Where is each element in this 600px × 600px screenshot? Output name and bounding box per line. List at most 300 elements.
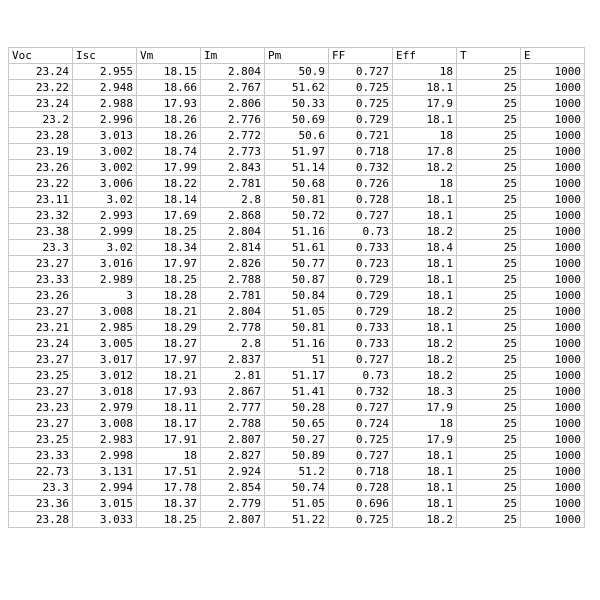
spreadsheet bbox=[8, 47, 585, 528]
table-cell[interactable]: 3.033 bbox=[73, 512, 137, 528]
table-cell[interactable]: 23.2 bbox=[9, 112, 73, 128]
table-cell[interactable]: 23.26 bbox=[9, 288, 73, 304]
table-cell[interactable]: 1000 bbox=[521, 464, 585, 480]
table-cell[interactable]: 51.97 bbox=[265, 144, 329, 160]
table-cell[interactable]: 1000 bbox=[521, 496, 585, 512]
table-row bbox=[9, 464, 585, 480]
table-row bbox=[9, 336, 585, 352]
table-cell[interactable]: 0.724 bbox=[329, 416, 393, 432]
table-cell[interactable]: 18.1 bbox=[393, 80, 457, 96]
table-cell[interactable]: 2.837 bbox=[201, 352, 265, 368]
table-cell[interactable]: 2.806 bbox=[201, 96, 265, 112]
table-cell[interactable]: 0.728 bbox=[329, 480, 393, 496]
table-row bbox=[9, 80, 585, 96]
table-cell[interactable]: 23.23 bbox=[9, 400, 73, 416]
table-cell[interactable]: 17.9 bbox=[393, 400, 457, 416]
table-cell[interactable]: 1000 bbox=[521, 160, 585, 176]
table-cell[interactable]: 2.776 bbox=[201, 112, 265, 128]
table-cell[interactable]: 25 bbox=[457, 128, 521, 144]
table-cell[interactable]: 50.84 bbox=[265, 288, 329, 304]
table-cell[interactable]: 1000 bbox=[521, 192, 585, 208]
table-cell[interactable]: 50.87 bbox=[265, 272, 329, 288]
table-cell[interactable]: 2.777 bbox=[201, 400, 265, 416]
table-cell[interactable]: 18.26 bbox=[137, 112, 201, 128]
table-cell[interactable]: 0.729 bbox=[329, 304, 393, 320]
table-cell[interactable]: 25 bbox=[457, 176, 521, 192]
table-cell[interactable]: 51.61 bbox=[265, 240, 329, 256]
table-cell[interactable]: 3.015 bbox=[73, 496, 137, 512]
table-cell[interactable]: 51.16 bbox=[265, 336, 329, 352]
column-header[interactable]: E bbox=[521, 48, 585, 64]
header-row bbox=[9, 48, 585, 64]
table-cell[interactable]: 0.729 bbox=[329, 272, 393, 288]
table-cell[interactable]: 0.733 bbox=[329, 240, 393, 256]
column-header[interactable]: Im bbox=[201, 48, 265, 64]
table-cell[interactable]: 50.68 bbox=[265, 176, 329, 192]
table-cell[interactable]: 23.32 bbox=[9, 208, 73, 224]
table-cell[interactable]: 23.19 bbox=[9, 144, 73, 160]
table-cell[interactable]: 2.814 bbox=[201, 240, 265, 256]
table-cell[interactable]: 2.999 bbox=[73, 224, 137, 240]
table-cell[interactable]: 2.772 bbox=[201, 128, 265, 144]
table-cell[interactable]: 2.778 bbox=[201, 320, 265, 336]
table-cell[interactable]: 23.26 bbox=[9, 160, 73, 176]
table-cell[interactable]: 23.28 bbox=[9, 512, 73, 528]
table-cell[interactable]: 18.2 bbox=[393, 224, 457, 240]
table-cell[interactable]: 23.22 bbox=[9, 80, 73, 96]
table-cell[interactable]: 0.73 bbox=[329, 224, 393, 240]
table-cell[interactable]: 18.25 bbox=[137, 512, 201, 528]
table-cell[interactable]: 18.17 bbox=[137, 416, 201, 432]
table-cell[interactable]: 2.998 bbox=[73, 448, 137, 464]
table-cell[interactable]: 0.73 bbox=[329, 368, 393, 384]
table-row bbox=[9, 96, 585, 112]
column-header[interactable]: Pm bbox=[265, 48, 329, 64]
table-cell[interactable]: 0.727 bbox=[329, 352, 393, 368]
table-cell[interactable]: 2.773 bbox=[201, 144, 265, 160]
table-cell[interactable]: 1000 bbox=[521, 128, 585, 144]
table-cell[interactable]: 50.33 bbox=[265, 96, 329, 112]
table-cell[interactable]: 1000 bbox=[521, 64, 585, 80]
table-cell[interactable]: 18.25 bbox=[137, 272, 201, 288]
table-cell[interactable]: 1000 bbox=[521, 80, 585, 96]
data-table bbox=[8, 47, 585, 528]
table-cell[interactable]: 2.994 bbox=[73, 480, 137, 496]
table-cell[interactable]: 0.726 bbox=[329, 176, 393, 192]
table-cell[interactable]: 51.05 bbox=[265, 304, 329, 320]
table-cell[interactable]: 25 bbox=[457, 144, 521, 160]
table-cell[interactable]: 51.17 bbox=[265, 368, 329, 384]
table-cell[interactable]: 1000 bbox=[521, 512, 585, 528]
table-row bbox=[9, 448, 585, 464]
table-cell[interactable]: 0.723 bbox=[329, 256, 393, 272]
table-cell[interactable]: 2.989 bbox=[73, 272, 137, 288]
table-cell[interactable]: 18.2 bbox=[393, 352, 457, 368]
table-cell[interactable]: 17.91 bbox=[137, 432, 201, 448]
table-row bbox=[9, 496, 585, 512]
table-cell[interactable]: 18.1 bbox=[393, 112, 457, 128]
table-row bbox=[9, 240, 585, 256]
table-cell[interactable]: 18.21 bbox=[137, 368, 201, 384]
table-cell[interactable]: 51 bbox=[265, 352, 329, 368]
table-cell[interactable]: 50.72 bbox=[265, 208, 329, 224]
column-header[interactable]: FF bbox=[329, 48, 393, 64]
table-cell[interactable]: 1000 bbox=[521, 256, 585, 272]
table-cell[interactable]: 1000 bbox=[521, 224, 585, 240]
table-cell[interactable]: 25 bbox=[457, 512, 521, 528]
table-cell[interactable]: 3.002 bbox=[73, 160, 137, 176]
table-cell[interactable]: 3.008 bbox=[73, 416, 137, 432]
table-cell[interactable]: 18.11 bbox=[137, 400, 201, 416]
table-cell[interactable]: 18.21 bbox=[137, 304, 201, 320]
table-cell[interactable]: 0.727 bbox=[329, 64, 393, 80]
table-cell[interactable]: 18 bbox=[393, 64, 457, 80]
table-cell[interactable]: 25 bbox=[457, 80, 521, 96]
table-cell[interactable]: 2.807 bbox=[201, 512, 265, 528]
table-cell[interactable]: 0.728 bbox=[329, 192, 393, 208]
table-cell[interactable]: 2.788 bbox=[201, 416, 265, 432]
table-cell[interactable]: 18.1 bbox=[393, 320, 457, 336]
table-cell[interactable]: 23.27 bbox=[9, 304, 73, 320]
table-cell[interactable]: 18.1 bbox=[393, 272, 457, 288]
table-cell[interactable]: 18.74 bbox=[137, 144, 201, 160]
table-cell[interactable]: 2.988 bbox=[73, 96, 137, 112]
table-cell[interactable]: 23.11 bbox=[9, 192, 73, 208]
table-cell[interactable]: 0.725 bbox=[329, 512, 393, 528]
table-cell[interactable]: 25 bbox=[457, 400, 521, 416]
table-cell[interactable]: 3.131 bbox=[73, 464, 137, 480]
table-cell[interactable]: 0.696 bbox=[329, 496, 393, 512]
table-cell[interactable]: 25 bbox=[457, 336, 521, 352]
table-cell[interactable]: 51.2 bbox=[265, 464, 329, 480]
table-cell[interactable]: 0.729 bbox=[329, 288, 393, 304]
table-cell[interactable]: 25 bbox=[457, 480, 521, 496]
table-cell[interactable]: 23.25 bbox=[9, 368, 73, 384]
table-cell[interactable]: 1000 bbox=[521, 416, 585, 432]
column-header[interactable]: Voc bbox=[9, 48, 73, 64]
table-row bbox=[9, 352, 585, 368]
table-cell[interactable]: 25 bbox=[457, 64, 521, 80]
table-cell[interactable]: 0.725 bbox=[329, 96, 393, 112]
table-cell[interactable]: 51.41 bbox=[265, 384, 329, 400]
table-cell[interactable]: 25 bbox=[457, 192, 521, 208]
table-row bbox=[9, 320, 585, 336]
table-cell[interactable]: 18.1 bbox=[393, 448, 457, 464]
table-cell[interactable]: 3.008 bbox=[73, 304, 137, 320]
table-cell[interactable]: 1000 bbox=[521, 240, 585, 256]
table-cell[interactable]: 25 bbox=[457, 112, 521, 128]
table-row bbox=[9, 432, 585, 448]
table-cell[interactable]: 17.8 bbox=[393, 144, 457, 160]
table-cell[interactable]: 23.27 bbox=[9, 416, 73, 432]
table-cell[interactable]: 23.3 bbox=[9, 240, 73, 256]
table-cell[interactable]: 23.27 bbox=[9, 384, 73, 400]
table-cell[interactable]: 17.99 bbox=[137, 160, 201, 176]
table-cell[interactable]: 18.2 bbox=[393, 368, 457, 384]
table-cell[interactable]: 18.26 bbox=[137, 128, 201, 144]
table-cell[interactable]: 18.3 bbox=[393, 384, 457, 400]
table-cell[interactable]: 25 bbox=[457, 272, 521, 288]
table-cell[interactable]: 0.732 bbox=[329, 160, 393, 176]
table-cell[interactable]: 2.8 bbox=[201, 336, 265, 352]
table-cell[interactable]: 23.33 bbox=[9, 448, 73, 464]
table-cell[interactable]: 1000 bbox=[521, 432, 585, 448]
table-row bbox=[9, 176, 585, 192]
table-cell[interactable]: 18.1 bbox=[393, 464, 457, 480]
table-cell[interactable]: 25 bbox=[457, 352, 521, 368]
table-row bbox=[9, 224, 585, 240]
table-cell[interactable]: 18 bbox=[137, 448, 201, 464]
table-cell[interactable]: 18.1 bbox=[393, 288, 457, 304]
table-cell[interactable]: 17.9 bbox=[393, 96, 457, 112]
table-cell[interactable]: 23.24 bbox=[9, 96, 73, 112]
table-cell[interactable]: 2.826 bbox=[201, 256, 265, 272]
table-row bbox=[9, 64, 585, 80]
table-cell[interactable]: 0.721 bbox=[329, 128, 393, 144]
table-cell[interactable]: 2.8 bbox=[201, 192, 265, 208]
table-cell[interactable]: 50.65 bbox=[265, 416, 329, 432]
table-cell[interactable]: 2.867 bbox=[201, 384, 265, 400]
table-cell[interactable]: 3.006 bbox=[73, 176, 137, 192]
table-cell[interactable]: 17.51 bbox=[137, 464, 201, 480]
table-row bbox=[9, 256, 585, 272]
table-cell[interactable]: 18.37 bbox=[137, 496, 201, 512]
table-cell[interactable]: 51.05 bbox=[265, 496, 329, 512]
table-row bbox=[9, 128, 585, 144]
table-cell[interactable]: 1000 bbox=[521, 288, 585, 304]
table-cell[interactable]: 1000 bbox=[521, 304, 585, 320]
table-cell[interactable]: 25 bbox=[457, 160, 521, 176]
table-cell[interactable]: 25 bbox=[457, 496, 521, 512]
table-cell[interactable]: 23.22 bbox=[9, 176, 73, 192]
table-cell[interactable]: 0.725 bbox=[329, 80, 393, 96]
table-cell[interactable]: 2.996 bbox=[73, 112, 137, 128]
table-cell[interactable]: 18.2 bbox=[393, 512, 457, 528]
table-cell[interactable]: 17.97 bbox=[137, 256, 201, 272]
table-cell[interactable]: 18.34 bbox=[137, 240, 201, 256]
table-cell[interactable]: 3 bbox=[73, 288, 137, 304]
table-cell[interactable]: 18.1 bbox=[393, 496, 457, 512]
table-cell[interactable]: 3.002 bbox=[73, 144, 137, 160]
table-cell[interactable]: 22.73 bbox=[9, 464, 73, 480]
table-cell[interactable]: 18.1 bbox=[393, 480, 457, 496]
column-header[interactable]: Isc bbox=[73, 48, 137, 64]
table-cell[interactable]: 2.827 bbox=[201, 448, 265, 464]
table-cell[interactable]: 0.732 bbox=[329, 384, 393, 400]
table-cell[interactable]: 18.15 bbox=[137, 64, 201, 80]
table-cell[interactable]: 17.97 bbox=[137, 352, 201, 368]
table-cell[interactable]: 23.38 bbox=[9, 224, 73, 240]
table-cell[interactable]: 1000 bbox=[521, 352, 585, 368]
table-cell[interactable]: 2.767 bbox=[201, 80, 265, 96]
table-cell[interactable]: 18 bbox=[393, 128, 457, 144]
column-header[interactable]: Vm bbox=[137, 48, 201, 64]
table-cell[interactable]: 51.62 bbox=[265, 80, 329, 96]
table-cell[interactable]: 23.27 bbox=[9, 352, 73, 368]
table-cell[interactable]: 1000 bbox=[521, 448, 585, 464]
table-cell[interactable]: 18.1 bbox=[393, 256, 457, 272]
table-cell[interactable]: 25 bbox=[457, 448, 521, 464]
table-cell[interactable]: 17.69 bbox=[137, 208, 201, 224]
table-cell[interactable]: 3.013 bbox=[73, 128, 137, 144]
table-cell[interactable]: 2.985 bbox=[73, 320, 137, 336]
table-cell[interactable]: 3.016 bbox=[73, 256, 137, 272]
table-cell[interactable]: 3.017 bbox=[73, 352, 137, 368]
table-cell[interactable]: 25 bbox=[457, 384, 521, 400]
table-cell[interactable]: 3.018 bbox=[73, 384, 137, 400]
table-cell[interactable]: 50.89 bbox=[265, 448, 329, 464]
table-cell[interactable]: 18.1 bbox=[393, 192, 457, 208]
table-cell[interactable]: 18.2 bbox=[393, 160, 457, 176]
table-cell[interactable]: 18.22 bbox=[137, 176, 201, 192]
table-cell[interactable]: 23.33 bbox=[9, 272, 73, 288]
table-cell[interactable]: 50.9 bbox=[265, 64, 329, 80]
table-cell[interactable]: 25 bbox=[457, 416, 521, 432]
table-cell[interactable]: 50.27 bbox=[265, 432, 329, 448]
table-cell[interactable]: 23.36 bbox=[9, 496, 73, 512]
table-row bbox=[9, 144, 585, 160]
table-cell[interactable]: 1000 bbox=[521, 368, 585, 384]
table-cell[interactable]: 23.24 bbox=[9, 64, 73, 80]
table-cell[interactable]: 18.2 bbox=[393, 336, 457, 352]
table-cell[interactable]: 3.02 bbox=[73, 240, 137, 256]
table-cell[interactable]: 2.948 bbox=[73, 80, 137, 96]
table-cell[interactable]: 1000 bbox=[521, 384, 585, 400]
table-cell[interactable]: 1000 bbox=[521, 400, 585, 416]
table-cell[interactable]: 25 bbox=[457, 96, 521, 112]
table-cell[interactable]: 1000 bbox=[521, 480, 585, 496]
table-cell[interactable]: 17.93 bbox=[137, 96, 201, 112]
table-cell[interactable]: 2.807 bbox=[201, 432, 265, 448]
table-cell[interactable]: 23.25 bbox=[9, 432, 73, 448]
table-cell[interactable]: 51.22 bbox=[265, 512, 329, 528]
table-cell[interactable]: 18.14 bbox=[137, 192, 201, 208]
table-cell[interactable]: 2.854 bbox=[201, 480, 265, 496]
table-cell[interactable]: 25 bbox=[457, 224, 521, 240]
table-cell[interactable]: 2.781 bbox=[201, 288, 265, 304]
table-cell[interactable]: 23.24 bbox=[9, 336, 73, 352]
table-cell[interactable]: 1000 bbox=[521, 272, 585, 288]
table-row bbox=[9, 400, 585, 416]
table-cell[interactable]: 25 bbox=[457, 464, 521, 480]
table-cell[interactable]: 2.955 bbox=[73, 64, 137, 80]
table-cell[interactable]: 23.28 bbox=[9, 128, 73, 144]
table-cell[interactable]: 2.81 bbox=[201, 368, 265, 384]
table-body bbox=[9, 64, 585, 528]
table-cell[interactable]: 25 bbox=[457, 432, 521, 448]
table-cell[interactable]: 50.74 bbox=[265, 480, 329, 496]
table-cell[interactable]: 23.27 bbox=[9, 256, 73, 272]
column-header[interactable]: Eff bbox=[393, 48, 457, 64]
column-header[interactable]: T bbox=[457, 48, 521, 64]
table-row bbox=[9, 208, 585, 224]
table-cell[interactable]: 2.924 bbox=[201, 464, 265, 480]
table-cell[interactable]: 17.9 bbox=[393, 432, 457, 448]
table-row bbox=[9, 512, 585, 528]
table-cell[interactable]: 50.81 bbox=[265, 320, 329, 336]
table-cell[interactable]: 2.868 bbox=[201, 208, 265, 224]
table-cell[interactable]: 17.93 bbox=[137, 384, 201, 400]
table-row bbox=[9, 112, 585, 128]
table-cell[interactable]: 50.69 bbox=[265, 112, 329, 128]
table-cell[interactable]: 18.1 bbox=[393, 208, 457, 224]
table-cell[interactable]: 25 bbox=[457, 320, 521, 336]
table-cell[interactable]: 1000 bbox=[521, 96, 585, 112]
table-cell[interactable]: 2.843 bbox=[201, 160, 265, 176]
table-cell[interactable]: 2.979 bbox=[73, 400, 137, 416]
table-cell[interactable]: 1000 bbox=[521, 176, 585, 192]
table-cell[interactable]: 18 bbox=[393, 176, 457, 192]
table-cell[interactable]: 23.21 bbox=[9, 320, 73, 336]
table-cell[interactable]: 25 bbox=[457, 304, 521, 320]
table-cell[interactable]: 50.6 bbox=[265, 128, 329, 144]
table-cell[interactable]: 25 bbox=[457, 256, 521, 272]
table-row bbox=[9, 304, 585, 320]
table-cell[interactable]: 23.3 bbox=[9, 480, 73, 496]
table-cell[interactable]: 51.16 bbox=[265, 224, 329, 240]
table-cell[interactable]: 18.28 bbox=[137, 288, 201, 304]
table-cell[interactable]: 0.733 bbox=[329, 336, 393, 352]
table-cell[interactable]: 50.77 bbox=[265, 256, 329, 272]
table-cell[interactable]: 17.78 bbox=[137, 480, 201, 496]
table-cell[interactable]: 1000 bbox=[521, 208, 585, 224]
table-cell[interactable]: 18.29 bbox=[137, 320, 201, 336]
table-cell[interactable]: 25 bbox=[457, 208, 521, 224]
table-cell[interactable]: 2.804 bbox=[201, 304, 265, 320]
table-cell[interactable]: 50.28 bbox=[265, 400, 329, 416]
table-row bbox=[9, 192, 585, 208]
table-cell[interactable]: 3.02 bbox=[73, 192, 137, 208]
table-cell[interactable]: 0.733 bbox=[329, 320, 393, 336]
table-cell[interactable]: 25 bbox=[457, 288, 521, 304]
table-cell[interactable]: 50.81 bbox=[265, 192, 329, 208]
table-row bbox=[9, 368, 585, 384]
table-row bbox=[9, 416, 585, 432]
table-cell[interactable]: 25 bbox=[457, 240, 521, 256]
table-cell[interactable]: 2.804 bbox=[201, 224, 265, 240]
table-cell[interactable]: 51.14 bbox=[265, 160, 329, 176]
table-cell[interactable]: 2.781 bbox=[201, 176, 265, 192]
table-cell[interactable]: 0.725 bbox=[329, 432, 393, 448]
table-cell[interactable]: 0.718 bbox=[329, 144, 393, 160]
table-row bbox=[9, 160, 585, 176]
table-cell[interactable]: 18.25 bbox=[137, 224, 201, 240]
table-cell[interactable]: 18.4 bbox=[393, 240, 457, 256]
table-row bbox=[9, 288, 585, 304]
table-cell[interactable]: 2.804 bbox=[201, 64, 265, 80]
table-cell[interactable]: 0.718 bbox=[329, 464, 393, 480]
table-cell[interactable]: 0.727 bbox=[329, 448, 393, 464]
table-cell[interactable]: 1000 bbox=[521, 144, 585, 160]
table-cell[interactable]: 2.993 bbox=[73, 208, 137, 224]
table-cell[interactable]: 25 bbox=[457, 368, 521, 384]
table-cell[interactable]: 1000 bbox=[521, 320, 585, 336]
table-cell[interactable]: 18.2 bbox=[393, 304, 457, 320]
table-cell[interactable]: 2.788 bbox=[201, 272, 265, 288]
table-cell[interactable]: 2.983 bbox=[73, 432, 137, 448]
table-cell[interactable]: 1000 bbox=[521, 336, 585, 352]
table-cell[interactable]: 0.727 bbox=[329, 400, 393, 416]
table-cell[interactable]: 2.779 bbox=[201, 496, 265, 512]
table-cell[interactable]: 0.729 bbox=[329, 112, 393, 128]
table-cell[interactable]: 18.27 bbox=[137, 336, 201, 352]
table-cell[interactable]: 1000 bbox=[521, 112, 585, 128]
table-cell[interactable]: 3.005 bbox=[73, 336, 137, 352]
table-cell[interactable]: 18 bbox=[393, 416, 457, 432]
table-cell[interactable]: 0.727 bbox=[329, 208, 393, 224]
table-cell[interactable]: 3.012 bbox=[73, 368, 137, 384]
table-cell[interactable]: 18.66 bbox=[137, 80, 201, 96]
